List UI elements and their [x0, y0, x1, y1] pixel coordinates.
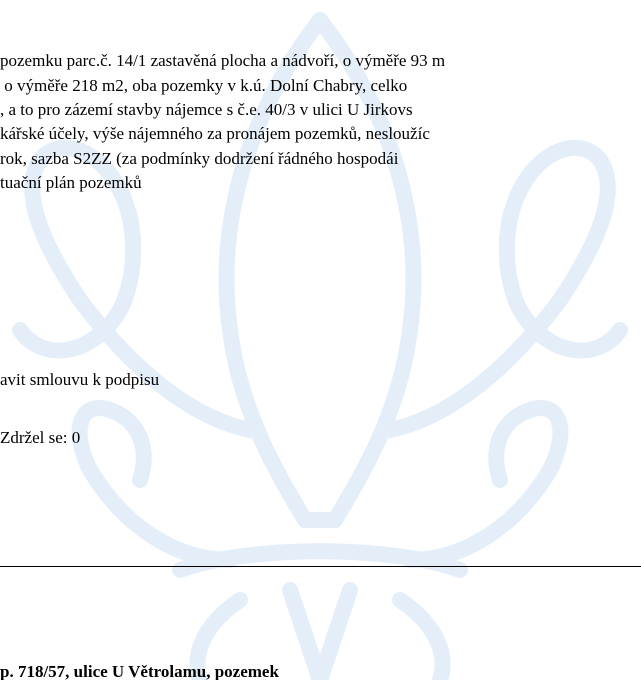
- body-text-line-2: o výměře 218 m2, oba pozemky v k.ú. Dolní Chabry, celko: [0, 76, 408, 95]
- body-text-line-1: pozemku parc.č. 14/1 zastavěná plocha a nádvoří, o výměře 93 m: [0, 51, 446, 70]
- section-divider: [0, 566, 641, 567]
- body-text-line-4: kářské účely, výše nájemného za pronájem pozemků, nesloužíc: [0, 124, 430, 143]
- body-text-line-6: tuační plán pozemků: [0, 173, 142, 192]
- next-item-heading: p. 718/57, ulice U Větrolamu, pozemek: [0, 662, 279, 680]
- body-text-line-5: rok, sazba S2ZZ (za podmínky dodržení řádného hospodái: [0, 149, 399, 168]
- vote-result-text: Zdržel se: 0: [0, 428, 81, 447]
- body-text-line-3: , a to pro zázemí stavby nájemce s č.e. 40/3 v ulici U Jirkovs: [0, 100, 413, 119]
- resolution-text: avit smlouvu k podpisu: [0, 370, 160, 389]
